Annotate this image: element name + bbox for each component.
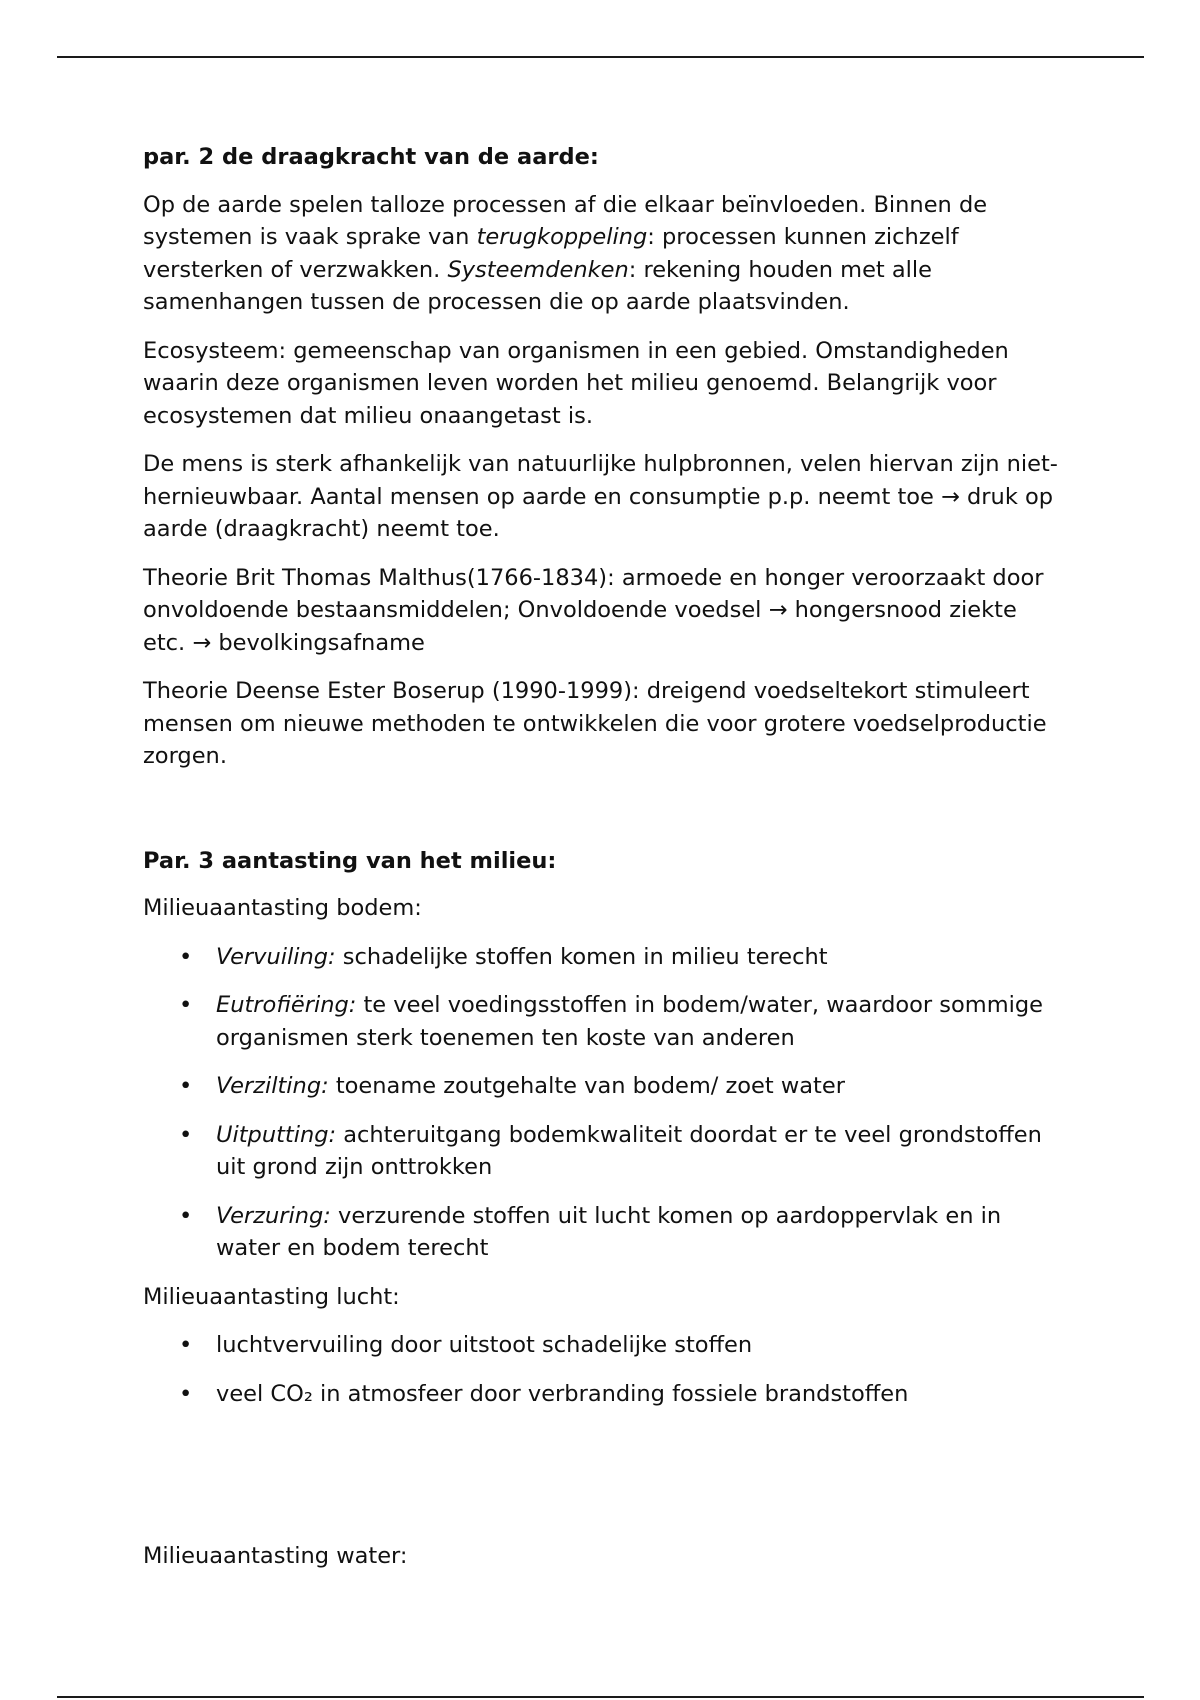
list-text: schadelijke stoffen komen in milieu terecht bbox=[335, 943, 828, 970]
bullet-icon: • bbox=[179, 1202, 193, 1229]
footer-rule bbox=[57, 1696, 1144, 1698]
list-item bbox=[143, 989, 1063, 1054]
bullet-icon: • bbox=[179, 1332, 193, 1358]
section-3-heading: Par. 3 aantasting van het milieu: bbox=[143, 847, 557, 874]
bodem-list bbox=[143, 941, 1063, 1265]
list-text: verzurende stoffen uit lucht komen op aardoppervlak en in water en bodem terecht bbox=[216, 1202, 1002, 1261]
paragraph-ecosysteem: Ecosysteem: gemeenschap van organismen in een gebied. Omstandigheden waarin deze organismen leven worden het milieu genoemd. Belangrijk voor ecosystemen dat milieu onaangetast is. bbox=[143, 337, 1009, 429]
paragraph-hulpbronnen: De mens is sterk afhankelijk van natuurlijke hulpbronnen, velen hiervan zijn niet-hernieuwbaar. Aantal mensen op aarde en consumptie p.p. neemt toe → druk op aarde (draagkracht) neemt toe. bbox=[143, 451, 1058, 542]
section-spacer bbox=[143, 789, 1063, 845]
list-term: Verzilting: bbox=[216, 1073, 329, 1099]
paragraph-text: : rekening houden met alle samenhangen tussen de processen die op aarde plaatsvinden. bbox=[143, 256, 933, 315]
paragraph-malthus: Theorie Brit Thomas Malthus(1766-1834): armoede en honger veroorzaakt door onvoldoende bestaansmiddelen; Onvoldoende voedsel → hongersnood ziekte etc. → bevolkingsafname bbox=[143, 564, 1044, 656]
list-term: Vervuiling: bbox=[216, 943, 336, 970]
paragraph-text: Op de aarde spelen talloze processen af die elkaar beïnvloeden. Binnen de systemen is vaak sprake van bbox=[143, 191, 988, 250]
list-item bbox=[143, 1200, 1063, 1265]
term-terugkoppeling: terugkoppeling bbox=[476, 224, 648, 250]
paragraph-text: : processen kunnen zichzelf versterken of verzwakken. bbox=[143, 224, 959, 283]
paragraph-systems bbox=[143, 189, 1063, 319]
list-text: veel CO₂ in atmosfeer door verbranding fossiele brandstoffen bbox=[216, 1380, 909, 1407]
list-term: Eutrofiëring: bbox=[216, 992, 357, 1018]
list-item bbox=[143, 941, 1063, 974]
list-text: te veel voedingsstoffen in bodem/water, waardoor sommige organismen sterk toenemen ten koste van anderen bbox=[216, 992, 1043, 1051]
list-term: Verzuring: bbox=[216, 1202, 331, 1229]
lucht-label: Milieuaantasting lucht: bbox=[143, 1283, 400, 1310]
paragraph-boserup: Theorie Deense Ester Boserup (1990-1999): dreigend voedseltekort stimuleert mensen om nieuwe methoden te ontwikkelen die voor grotere voedselproductie zorgen. bbox=[143, 678, 1047, 769]
header-rule bbox=[57, 56, 1144, 58]
list-text: toename zoutgehalte van bodem/ zoet water bbox=[328, 1073, 845, 1099]
list-item bbox=[143, 1329, 1063, 1362]
document-body bbox=[143, 141, 1063, 1589]
list-item bbox=[143, 1378, 1063, 1411]
lucht-list bbox=[143, 1329, 1063, 1410]
list-text: achteruitgang bodemkwaliteit doordat er te veel grondstoffen uit grond zijn onttrokken bbox=[216, 1121, 1042, 1180]
bodem-label: Milieuaantasting bodem: bbox=[143, 895, 422, 921]
bullet-icon: • bbox=[179, 992, 193, 1018]
list-term: Uitputting: bbox=[216, 1121, 337, 1148]
list-text: luchtvervuiling door uitstoot schadelijke stoffen bbox=[216, 1332, 753, 1358]
water-label: Milieuaantasting water: bbox=[143, 1543, 408, 1569]
bullet-icon: • bbox=[179, 943, 193, 970]
bullet-icon: • bbox=[179, 1380, 193, 1407]
term-systeemdenken: Systeemdenken bbox=[447, 256, 629, 283]
bullet-icon: • bbox=[179, 1121, 193, 1148]
list-item bbox=[143, 1119, 1063, 1184]
bullet-icon: • bbox=[179, 1073, 193, 1099]
section-2-heading: par. 2 de draagkracht van de aarde: bbox=[143, 144, 599, 170]
section-spacer bbox=[143, 1426, 1063, 1540]
list-item bbox=[143, 1070, 1063, 1103]
